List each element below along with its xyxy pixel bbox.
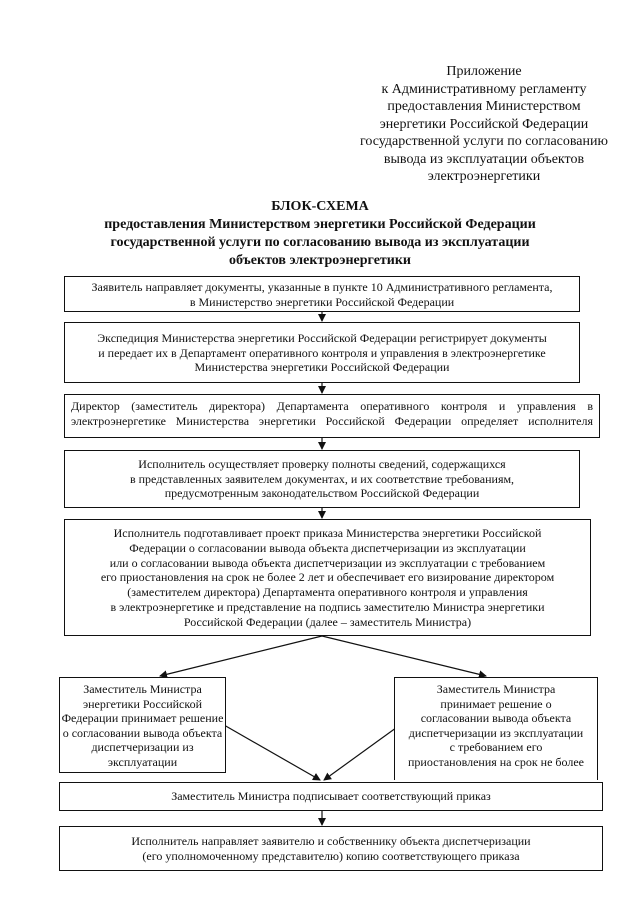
step-submit-documents: Заявитель направляет документы, указанные в пункте 10 Административного регламента, в Министерство энергетики Российской Федерации bbox=[64, 276, 580, 312]
appendix-line: энергетики Российской Федерации bbox=[379, 116, 589, 132]
step-check-documents: Исполнитель осуществляет проверку полноты сведений, содержащихся в представленных заявителем документах, и их соответствие требованиям, предусмотренным законодательством Российской Федерации bbox=[64, 450, 580, 508]
appendix-line: электроэнергетики bbox=[427, 169, 541, 184]
arrow-5-left bbox=[160, 636, 322, 676]
title-heading: БЛОК-СХЕМА bbox=[271, 199, 369, 214]
appendix-line: вывода из эксплуатации объектов bbox=[383, 151, 585, 167]
title-line: государственной услуги по согласованию вывода из эксплуатации bbox=[110, 235, 530, 250]
step-assign-executor: Директор (заместитель директора) Департамента оперативного контроля и управления в электроэнергетике Министерства энергетики Российской Федерации определяет исполнителя bbox=[64, 394, 600, 438]
decision-approve-decommission: Заместитель Министра энергетики Российской Федерации принимает решение о согласовании вывода объекта диспетчеризации из эксплуатации bbox=[59, 677, 226, 773]
title-line: предоставления Министерством энергетики Российской Федерации bbox=[104, 217, 536, 232]
arrow-right-6 bbox=[324, 725, 400, 780]
arrow-5-right bbox=[322, 636, 486, 676]
appendix-line: к Административному регламенту bbox=[381, 81, 587, 97]
appendix-line: Приложение bbox=[446, 64, 522, 79]
appendix-line: предоставления Министерством bbox=[387, 99, 581, 114]
step-prepare-order: Исполнитель подготавливает проект приказа Министерства энергетики Российской Федерации о согласовании вывода объекта диспетчеризации из эксплуатации или о согласовании вывода объекта диспетчеризации из эксплуатации с требованием его приостановления на срок не более 2 лет и обеспечивает его визирование директором (заместителем директора) Департамента оперативного контроля и управления в электроэнергетике и представление на подпись заместителю Министра энергетики Российской Федерации (далее – заместитель Министра) bbox=[64, 519, 591, 636]
appendix-line: государственной услуги по согласованию bbox=[360, 134, 608, 149]
arrow-left-6 bbox=[224, 725, 320, 780]
decision-approve-with-suspension: Заместитель Министра принимает решение о согласовании вывода объекта диспетчеризации из эксплуатации с требованием его приостановления на срок не более bbox=[394, 677, 598, 780]
step-register-documents: Экспедиция Министерства энергетики Российской Федерации регистрирует документы и передает их в Департамент оперативного контроля и управления в электроэнергетике Министерства энергетики Российской Федерации bbox=[64, 322, 580, 383]
title-line: объектов электроэнергетики bbox=[228, 253, 411, 268]
step-sign-order: Заместитель Министра подписывает соответствующий приказ bbox=[59, 782, 603, 811]
step-send-copy: Исполнитель направляет заявителю и собственнику объекта диспетчеризации (его уполномоченному представителю) копию соответствующего приказа bbox=[59, 826, 603, 871]
